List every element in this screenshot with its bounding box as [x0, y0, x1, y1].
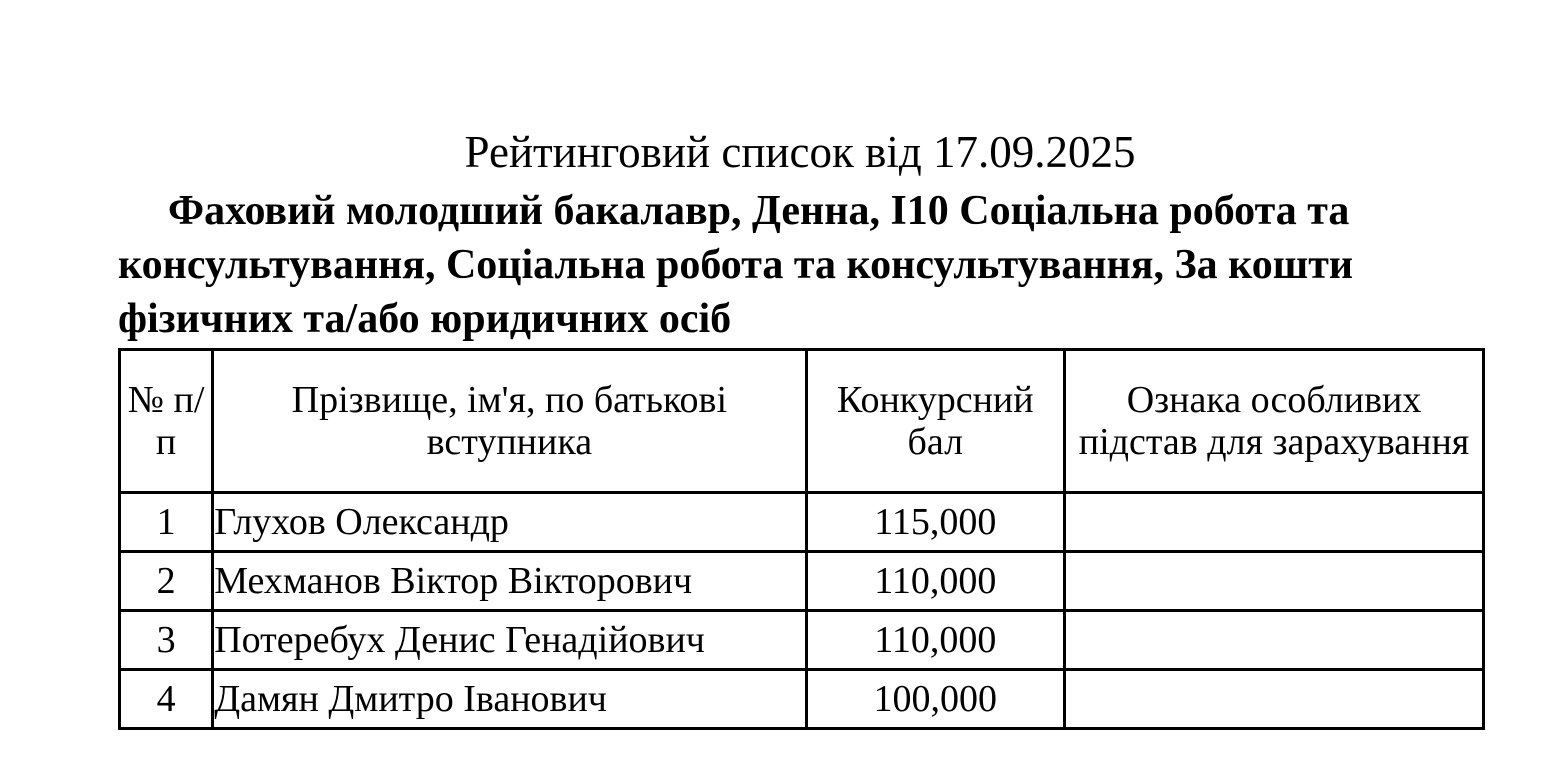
- applicant-name: Глухов Олександр: [213, 493, 806, 552]
- special-grounds-cell: [1065, 611, 1484, 670]
- table-row: [120, 552, 1484, 611]
- applicant-name: Дамян Дмитро Іванович: [213, 670, 806, 729]
- applicant-name: Мехманов Віктор Вікторович: [213, 552, 806, 611]
- special-grounds-cell: [1065, 552, 1484, 611]
- header-special-grounds: Ознака особливих підстав для зарахування: [1065, 350, 1484, 493]
- applicant-score: 115,000: [806, 493, 1065, 552]
- table-header-row: [120, 350, 1484, 493]
- table-row: [120, 493, 1484, 552]
- header-competitive-score: Конкурсний бал: [806, 350, 1065, 493]
- row-number: 3: [120, 611, 213, 670]
- row-number: 1: [120, 493, 213, 552]
- document-title: Рейтинговий список від 17.09.2025: [464, 127, 1136, 177]
- document-subtitle: Фаховий молодший бакалавр, Денна, І10 Соціальна робота та консультування, Соціальна робота та консультування, За кошти фізичних та/або юридичних осіб: [118, 188, 1354, 342]
- row-number: 4: [120, 670, 213, 729]
- table-row: [120, 611, 1484, 670]
- special-grounds-cell: [1065, 670, 1484, 729]
- special-grounds-cell: [1065, 493, 1484, 552]
- row-number: 2: [120, 552, 213, 611]
- applicant-score: 110,000: [806, 552, 1065, 611]
- ranking-table: [118, 348, 1485, 730]
- table-row: [120, 670, 1484, 729]
- applicant-name: Потеребух Денис Генадійович: [213, 611, 806, 670]
- header-full-name: Прізвище, ім'я, по батькові вступника: [213, 350, 806, 493]
- applicant-score: 110,000: [806, 611, 1065, 670]
- applicant-score: 100,000: [806, 670, 1065, 729]
- header-number: № п/п: [120, 350, 213, 493]
